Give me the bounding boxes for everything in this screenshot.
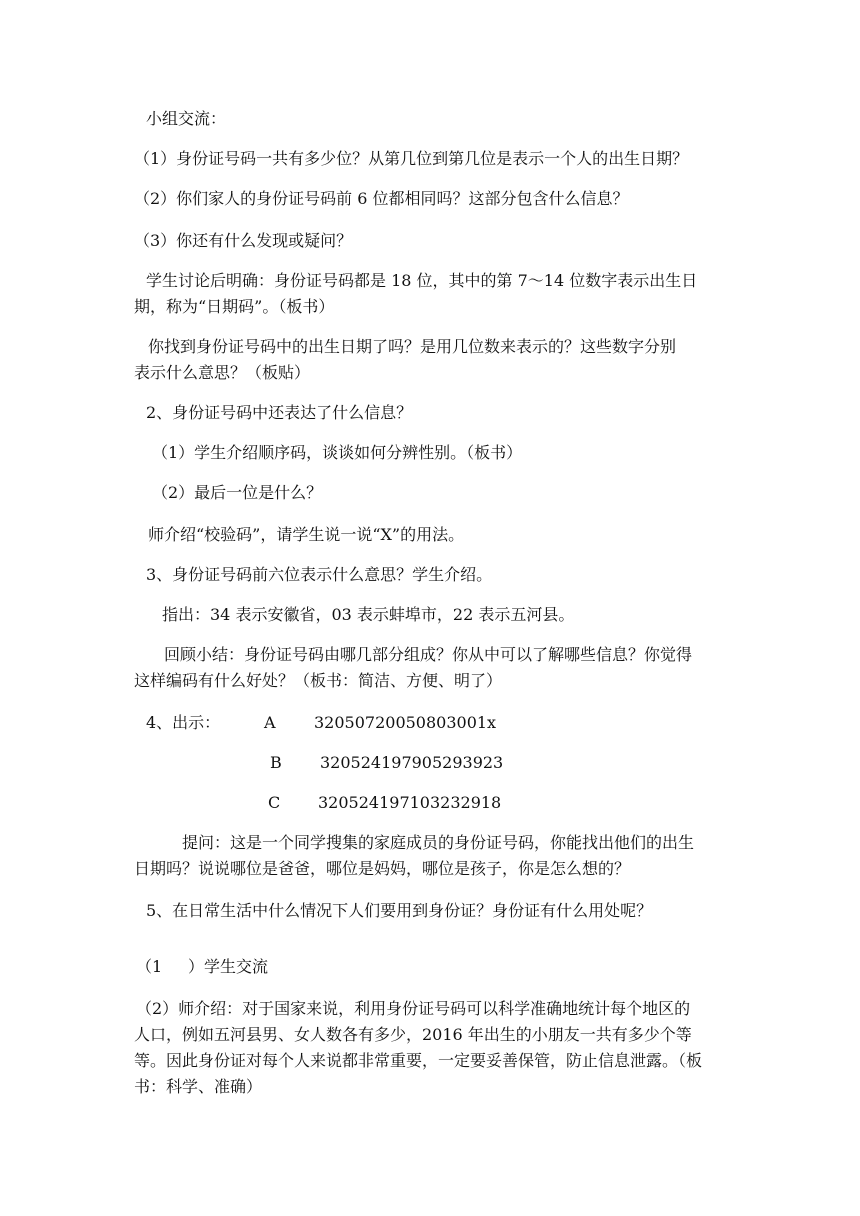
region-code-note: 指出：34 表示安徽省，03 表示蚌埠市，22 表示五河县。	[162, 605, 575, 624]
section-5-heading: 5、在日常生活中什么情况下人们要用到身份证？身份证有什么用处呢？	[146, 901, 653, 920]
section-5-item-1-text: ）学生交流	[188, 957, 269, 976]
id-row-label-c: C	[268, 793, 281, 812]
section-2-item-2: （2）最后一位是什么？	[152, 483, 323, 502]
group-discussion-heading: 小组交流：	[146, 109, 227, 128]
id-number-a: 32050720050803001x	[314, 713, 497, 732]
review-line-1: 回顾小结：身份证号码由哪几部分组成？你从中可以了解哪些信息？你觉得	[164, 645, 693, 664]
section-2-heading: 2、身份证号码中还表达了什么信息？	[146, 403, 413, 422]
clarify-line-2: 期，称为“日期码”。（板书）	[134, 297, 335, 316]
id-row-label-b: B	[270, 753, 282, 772]
id-row-label-a: A	[264, 713, 276, 732]
review-line-2: 这样编码有什么好处？（板书：简洁、方便、明了）	[134, 671, 503, 690]
section-5-item-1-number: （1	[136, 957, 163, 976]
teacher-intro-line-2: 人口，例如五河县男、女人数各有多少，2016 年出生的小朋友一共有多少个等	[134, 1025, 692, 1044]
clarify-line-1: 学生讨论后明确：身份证号码都是 18 位，其中的第 7～14 位数字表示出生日	[146, 271, 698, 290]
teacher-intro-line-4: 书：科学、准确）	[134, 1077, 263, 1096]
id-number-c: 320524197103232918	[318, 793, 502, 812]
question-2: （2）你们家人的身份证号码前 6 位都相同吗？这部分包含什么信息？	[134, 189, 629, 208]
teacher-intro-line-1: （2）师介绍：对于国家来说，利用身份证号码可以科学准确地统计每个地区的	[136, 999, 691, 1018]
teacher-intro-line-3: 等。因此身份证对每个人来说都非常重要，一定要妥善保管，防止信息泄露。（板	[134, 1051, 703, 1070]
question-3: （3）你还有什么发现或疑问？	[134, 231, 353, 250]
id-number-b: 320524197905293923	[320, 753, 504, 772]
question-1: （1）身份证号码一共有多少位？从第几位到第几位是表示一个人的出生日期？	[134, 149, 689, 168]
check-code-line: 师介绍“校验码”，请学生说一说“X”的用法。	[148, 525, 465, 544]
section-2-item-1: （1）学生介绍顺序码，谈谈如何分辨性别。（板书）	[152, 443, 523, 462]
question-prompt-line-1: 提问：这是一个同学搜集的家庭成员的身份证号码，你能找出他们的出生	[182, 833, 695, 852]
find-date-line-2: 表示什么意思？（板贴）	[134, 363, 311, 382]
section-3-heading: 3、身份证号码前六位表示什么意思？学生介绍。	[146, 565, 493, 584]
find-date-line-1: 你找到身份证号码中的出生日期了吗？是用几位数来表示的？这些数字分别	[148, 337, 677, 356]
section-4-label: 4、出示：	[146, 713, 221, 732]
question-prompt-line-2: 日期吗？说说哪位是爸爸，哪位是妈妈，哪位是孩子，你是怎么想的？	[134, 859, 631, 878]
